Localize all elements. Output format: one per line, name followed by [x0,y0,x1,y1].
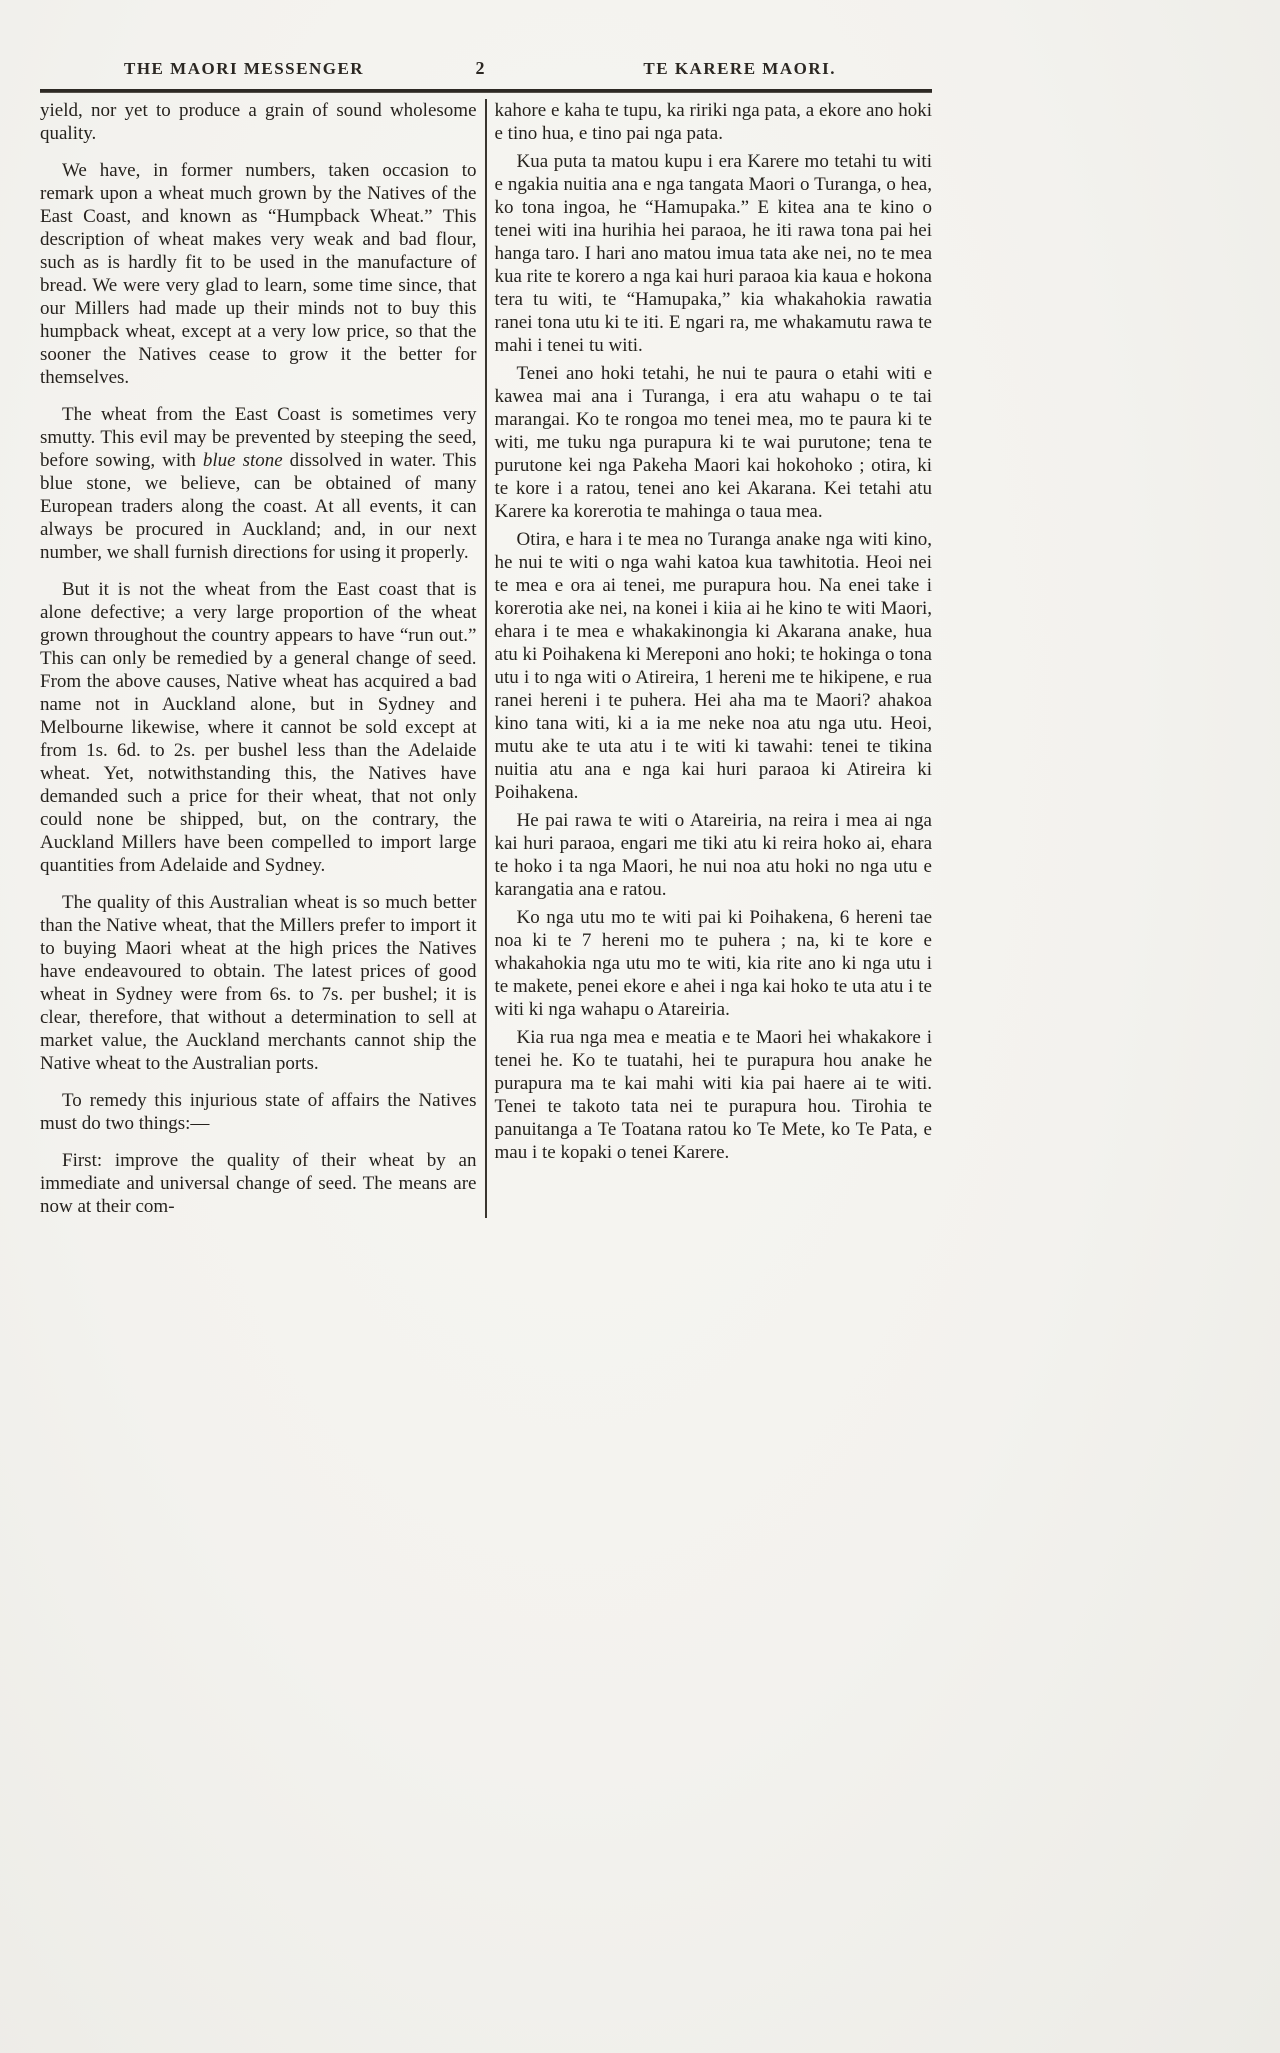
header-rule [40,89,932,93]
masthead-english: THE MAORI MESSENGER [124,59,365,78]
paragraph-english-5: The quality of this Australian wheat is so much better than the Native wheat, that the Millers prefer to import it to buying Maori wheat at the high prices the Natives have endeavoured to obtain. The latest prices of good wheat in Sydney were from 6s. to 7s. per bushel; it is clear, therefore, that without a determination to sell at market value, the Auckland merchants cannot ship the Native wheat to the Australian ports. [40,892,477,1074]
paragraph-maori-2: Kua puta ta matou kupu i era Karere mo tetahi tu witi e ngakia nuitia ana e nga tangata Maori o Turanga, o hea, ko tona ingoa, he “Hamupaka.” E kitea ana te kino o tenei witi ina hurihia hei paraoa, he iti rawa tona pai hei hanga taro. I hari ano matou imua tata ake nei, no te mea kua rite te korero a nga kai huri paraoa kia kaua e hokona tera tu witi, te “Hamupaka,” kia whakahokia rawatia ranei tona utu ki te iti. E ngari ra, me whakamutu rawa te mahi i tenei tu witi. [494,151,932,356]
paragraph-english-3-lead: The wheat from the East Coast is sometimes very smutty. This evil may be prevented by steeping the seed, before sowing, with [40,404,477,471]
paragraph-english-3-tail: dissolved in water. This blue stone, we believe, can be obtained of many European traders along the coast. At all events, it can always be procured in Auckland; and, in our next number, we shall furnish directions for using it properly. [40,450,477,563]
page-content [40,58,932,1218]
english-column [40,99,485,1218]
paragraph-maori-6: Ko nga utu mo te witi pai ki Poihakena, 6 hereni tae noa ki te 7 hereni mo te puhera ; na, ki te kore e whakahokia nga utu mo te witi, kia rite ano ki nga utu i te makete, penei ekore e ahei i nga kai hoko te uta atu i te witi ki nga wahapu o Atareiria. [494,907,932,1020]
page-number: 2 [475,58,485,78]
paragraph-english-7: First: improve the quality of their wheat by an immediate and universal change of seed. The means are now at their com- [40,1150,477,1217]
paragraph-english-3 [40,403,477,564]
paragraph-english-4: But it is not the wheat from the East coast that is alone defective; a very large proportion of the wheat grown throughout the country appears to have “run out.” This can only be remedied by a general change of seed. From the above causes, Native wheat has acquired a bad name not in Auckland alone, but in Sydney and Melbourne likewise, where it cannot be sold except at from 1s. 6d. to 2s. per bushel less than the Adelaide wheat. Yet, notwithstanding this, the Natives have demanded such a price for their wheat, that not only could none be shipped, but, on the contrary, the Auckland Millers have been compelled to import large quantities from Adelaide and Sydney. [40,579,477,876]
blue-stone-italic: blue stone [202,450,283,471]
page-header [40,58,932,89]
paragraph-maori-7: Kia rua nga mea e meatia e te Maori hei whakakore i tenei he. Ko te tuatahi, hei te purapura hou anake he purapura ma te kai mahi witi kia pai haere ai te witi. Tenei te takoto tata nei te purapura hou. Tirohia te panuitanga a Te Toatana ratou ko Te Mete, ko Te Pata, e mau i te kopaki o tenei Karere. [494,1027,932,1163]
two-column-body [40,99,932,1218]
paragraph-english-2: We have, in former numbers, taken occasion to remark upon a wheat much grown by the Natives of the East Coast, and known as “Humpback Wheat.” This description of wheat makes very weak and bad flour, such as is hardly fit to be used in the manufacture of bread. We were very glad to learn, some time since, that our Millers had made up their minds not to buy this humpback wheat, except at a very low price, so that the sooner the Natives cease to grow it the better for themselves. [40,160,477,388]
masthead-maori: TE KARERE MAORI. [643,59,836,78]
paragraph-english-1: yield, nor yet to produce a grain of sound wholesome quality. [40,100,477,144]
paragraph-maori-1: kahore e kaha te tupu, ka ririki nga pata, a ekore ano hoki e tino hua, e tino pai nga pata. [494,100,932,144]
paragraph-maori-3: Tenei ano hoki tetahi, he nui te paura o etahi witi e kawea mai ana i Turanga, i era atu wahapu o te tai marangai. Ko te rongoa mo tenei mea, mo te paura ki te witi, me tuku nga purapura ki te wai purutone; tena te purutone kei nga Pakeha Maori kai hokohoko ; otira, ki te kore i a ratou, tenei ano kei Akarana. Kei tetahi atu Karere ka korerotia te mahinga o taua mea. [494,363,932,522]
paragraph-maori-4: Otira, e hara i te mea no Turanga anake nga witi kino, he nui te witi o nga wahi katoa kua tawhitotia. Heoi nei te mea e ora ai tenei, me purapura hou. Na enei take i korerotia ake nei, na konei i kiia ai he kino te witi Maori, ehara i te mea e whakakinongia ki Akarana anake, hua atu ki Poihakena ki Mereponi ano hoki; te hokinga o tona utu i to nga witi o Atireira, 1 hereni me te hikipene, e rua ranei hereni i te puhera. Hei aha ma te Maori? ahakoa kino tana witi, ki a ia me neke noa atu nga utu. Heoi, mutu ake te uta atu i te witi ki tawahi: tenei te tikina nuitia atu ana e nga kai huri paraoa ki Atireira ki Poihakena. [494,529,932,803]
maori-column [487,99,933,1218]
paragraph-maori-5: He pai rawa te witi o Atareiria, na reira i mea ai nga kai huri paraoa, engari me tiki atu ki reira hoko ai, ehara te hoko i ta nga Maori, he nui noa atu hoki no nga utu e karangatia ana e ratou. [494,810,932,900]
paragraph-english-6: To remedy this injurious state of affairs the Natives must do two things:— [40,1090,477,1134]
